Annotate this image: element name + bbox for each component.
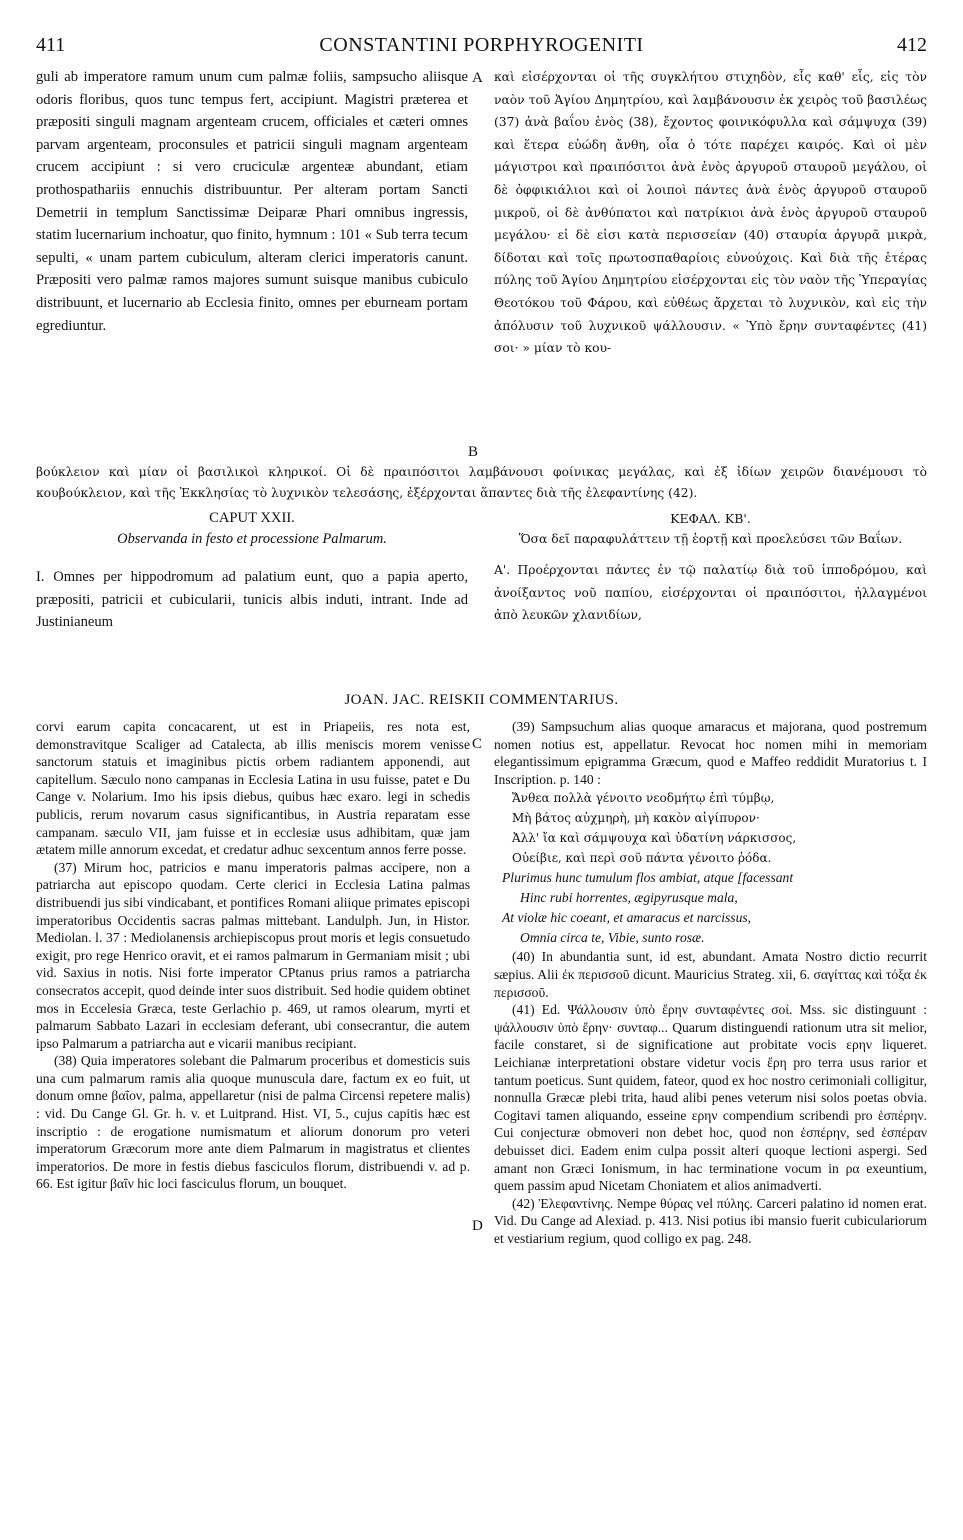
commentary-title: JOAN. JAC. REISKII COMMENTARIUS.: [344, 692, 619, 708]
chapter-greek: [494, 508, 927, 627]
margin-letter-a: A: [472, 70, 483, 86]
epigram-greek: [494, 788, 927, 868]
note-42: (42) Ἐλεφαντίνης. Nempe θύρας vel πύλης. Carceri palatino id nomen erat. Vid. Du Cange ad Alexiad. p. 413. Nisi potius ibi mansio fuerit cubiculariorum et vestiarium regium, quod colligo ex pag. 248.: [494, 1195, 927, 1246]
greek-text-top: καὶ εἰσέρχονται οἱ τῆς συγκλήτου στιχηδὸν, εἷς καθ' εἷς, εἰς τὸν ναὸν τοῦ Ἁγίου Δημητρίου, καὶ λαμβάνουσιν ἐκ χειρὸς τοῦ βασιλέως (37) ἀνὰ βαΐου ἑνὸς (38), ἔχοντος φοινικόφυλλα καὶ σάμψυχα (39) καὶ ἕτερα εὐώδη ἄνθη, οἷα ὁ τότε παρέχει καιρός. Καὶ οἱ μὲν μάγιστροι καὶ πραιπόσιτοι ἀνὰ ἑνὸς ἀργυροῦ σταυροῦ μεγάλου, οἱ δὲ ὀφφικιάλιοι καὶ οἱ λοιποὶ πάντες ἀνὰ ἑνὸς ἀργυροῦ σταυροῦ μικροῦ, οἱ δὲ ἀνθύπατοι καὶ πατρίκιοι ἀνὰ ἑνὸς ἀργυροῦ σταυροῦ μεγάλου· εἰ δὲ εἰσι κατὰ περισσείαν (40) σταυρία ἀργυρᾶ μικρὰ, δίδοται καὶ τοῖς πρωτοσπαθαρίοις εὐνούχοις. Καὶ διὰ τῆς ἑτέρας πύλης τοῦ Ἁγίου Δημητρίου εἰσέρχονται εἰς τὸν ναὸν τῆς Ὑπεραγίας Θεοτόκου τοῦ Φάρου, καὶ εὐθέως ἄρχεται τὸ λυχνικὸν, καὶ εἰς τὴν ἀπόλυσιν τοῦ λυχνικοῦ ψάλλουσιν. « Ὑπὸ ἔρην συνταφέντες (41) σοι· » μίαν τὸ κου-: [494, 70, 927, 356]
epigram-greek-line: Ἀλλ' ἴα καὶ σάμψουχα καὶ ὑδατίνη νάρκισσος,: [512, 831, 797, 846]
margin-letter-d: D: [472, 1218, 483, 1234]
note-41: (41) Ed. Ψάλλουσιν ὑπὸ ἔρην συνταφέντες σοί. Mss. sic distinguunt : ψάλλουσιν ὑπὸ ἔρην· συνταφ... Quarum distinguendi rationum utra sit melior, facile constaret, si de significatione aut probitate vocis ερην liqueret. Leichianæ interpretationi obstare videtur vocis ἔρη pro terra usus rarior et tantum poeticus. Sunt quidem, fateor, quod ex hoc nostro cerimoniali colligitur, nonnulla Græcæ plebi trita, haud alibi penes veterum nisi solos poetas obvia. Cogitavi tamen aliquando, esseine ερην compendium scribendi pro ἑσπέρην. Cui conjecturæ obmoveri non debet hoc, quod non ἑσπέρην, sed ἑσπέραν debuisset dici. Eadem enim culpa possit alteri quoque lectioni aspergi. Sed amant non Græci Ionismum, in hac terminatione vocum in ρα exeuntium, quem passim apud Nicetam Choniatem et alios animadverti.: [494, 1002, 927, 1194]
greek-text-full-width: βούκλειον καὶ μίαν οἱ βασιλικοὶ κληρικοί. Οἱ δὲ πραιπόσιτοι λαμβάνουσι φοίνικας μεγάλας, καὶ ἐξ ἰδίων χειρῶν διανέμουσι τὸ κουβούκλειον, καὶ τῆς Ἐκκλησίας τὸ λυχνικὸν τελεσάσης, ἐξέρχονται ἅπαντες διὰ τῆς ἐλεφαντίνης (42).: [36, 465, 927, 500]
chapter-heading-greek: ΚΕΦΑΛ. ΚΒ'.: [670, 511, 751, 526]
running-header: [36, 34, 927, 58]
page-number-right: 412: [897, 34, 927, 56]
epigram-latin-line: Plurimus hunc tumulum flos ambiat, atque [facessant: [502, 870, 794, 886]
epigram-greek-line: Μὴ βάτος αὐχμηρὴ, μὴ κακὸν αἰγίπυρον·: [512, 811, 760, 826]
note-38: (38) Quia imperatores solebant die Palmarum proceribus et domesticis suis una cum palmarum ramis alia quoque munuscula dare, factum ex eo fuit, ut donum omne βαΐον, palma, appellaretur (nisi de palma Circensi repetere malis) : vid. Du Cange Gl. Gr. h. v. et Luitprand. Hist. VI, 5., cujus capitis hæc est inscriptio : de erogatione numismatum et aliorum donorum pro veteri imperatorum Græcorum more ante diem Palmarum in magistratus et clientes imperatorios. De more in festis diebus fasciculos florum, distribuendi v. ad p. 66. Est igitur βαΐν hic loci fasciculus florum, un bouquet.: [36, 1053, 470, 1192]
chapter-text-greek: Α'. Προέρχονται πάντες ἐν τῷ παλατίῳ διὰ τοῦ ἱπποδρόμου, καὶ ἀνοίξαντος νοῦ παπίου, εἰσέρχονται οἱ πραιπόσιτοι, ἠλλαγμένοι ἀπὸ λευκῶν χλανιδίων,: [494, 563, 927, 623]
chapter-subtitle-greek: Ὅσα δεῖ παραφυλάττειν τῇ ἑορτῇ καὶ προελεύσει τῶν Βαΐων.: [518, 532, 903, 546]
note-39: (39) Sampsuchum alias quoque amaracus et majorana, quod postremum nomen notius est, appellatur. Revocat hoc nomen mihi in memoriam elegantissimum epigramma Græcum, quod e Maffeo reddidit Muratorius t. I Inscription. p. 140 :: [494, 719, 927, 787]
commentary-right-column: [494, 718, 927, 1247]
note-40: (40) In abundantia sunt, id est, abundant. Amata Nostro dictio recurrit sæpius. Alii ἐκ περισσοῦ dicunt. Mauricius Strateg. xii, 6. σαγίττας καὶ τόξα ἐκ περισσοῦ.: [494, 949, 927, 1000]
epigram-latin-line: At violæ hic coeant, et amaracus et narcissus,: [502, 910, 752, 926]
note-37: (37) Mirum hoc, patricios e manu imperatoris palmas accipere, non a patriarcha aut episcopo quodam. Certe clerici in Ecclesia Latina palmas distribuendi jus sibi vindicabant, et pontifices Romani aliique primates episcopi imperatoribus Occidentis sacras palmas mittebant. Landulph. Jun, in Histor. Mediolan. l. 37 : Mediolanensis archiepiscopus prout moris et legis consuetudo exigit, pro rege Henrico oravit, et ei ramos palmarum in Germaniam misit ; ubi vid. Saxius in notis. Nisi forte imperator CPtanus prius ramos a patriarcha consecratos accepit, quod deinde inter suos distribuit. Sed hodie quidem obtinet mos in Eccelesia Græca, teste Gerlachio p. 469, ut ramos olearum, myrti et palmarum Sabbato Lazari in ecclesiam deferant, ubi consecrantur, die autem ipso Palmarum a patriarcha aut e vicarii manibus recipiant.: [36, 859, 470, 1051]
margin-letter-b: B: [468, 444, 479, 460]
running-title: CONSTANTINI PORPHYROGENITI: [319, 34, 644, 56]
epigram-latin-line: Omnia circa te, Vibie, sunto rosæ.: [520, 930, 705, 946]
epigram-latin-line: Hinc rubi horrentes, ægipyrusque mala,: [520, 890, 738, 906]
page-number-left: 411: [36, 34, 66, 56]
margin-letter-c: C: [472, 736, 483, 752]
chapter-subtitle-latin: Observanda in festo et processione Palmarum.: [117, 531, 387, 547]
chapter-latin: [36, 508, 468, 634]
commentary-paragraph: corvi earum capita concacarent, ut est in Priapeiis, res nota est, demonstravitque Scaliger ad Catalecta, ab illis meniscis morem venisse sanctorum statuis et imaginibus pictis orbem radiantem apponendi, aut capitellum. Sæculo nono campanas in Ecclesia Latina in usu fuisse, patet e Du Cange v. Nolarium. Imo his ipsis diebus, quibus hæc exaro. legi in schedis publicis, rerum novarum casus significantibus, in Austria reparatam esse campanam. sæculo VII, jam fuisse et in ecclesiæ usus adhibitam, quæ jam ætatem mille annorum excedat, et credatur adhuc sexcentum annos ferre posse.: [36, 719, 470, 858]
commentary-left-column: [36, 718, 470, 1193]
chapter-heading-latin: CAPUT XXII.: [209, 510, 295, 526]
epigram-latin: [494, 868, 927, 948]
epigram-greek-line: Οὐείβιε, καὶ περὶ σοῦ πάντα γένοιτο ῥόδα.: [512, 851, 772, 866]
chapter-text-latin: I. Omnes per hippodromum ad palatium eunt, quo a papia aperto, præpositi, patricii et cubicularii, tunicis albis induti, intrant. Inde ad Justinianeum: [36, 569, 468, 631]
epigram-greek-line: Ἄνθεα πολλὰ γένοιτο νεοδμήτῳ ἐπὶ τύμβῳ,: [512, 791, 775, 806]
latin-text-top: guli ab imperatore ramum unum cum palmæ foliis, sampsucho aliisque odoris floribus, quos tunc tempus fert, accipiunt. Magistri præterea et præpositi singuli magnam argenteam crucem, officiales et cæteri omnes parvam argenteam, proconsules et patricii singuli magnam argenteam crucem accipiunt : si vero cruciculæ argenteæ abundant, etiam prothospathariis ennuchis distribuuntur. Per alteram portam Sancti Demetrii in templum Sanctissimæ Deiparæ Phari omnibus ingressis, statim lucernarium inchoatur, quo finito, hymnum : 101 « Sub terra tecum sepulti, « unam partem cubiculum, alteram clerici imperatoris canunt. Præpositi vero palmæ ramos majores sumunt suisque manibus cubiculo distribuunt, et lucernario ab Ecclesia finito, omnes per eburneam portam egrediuntur.: [36, 69, 468, 334]
